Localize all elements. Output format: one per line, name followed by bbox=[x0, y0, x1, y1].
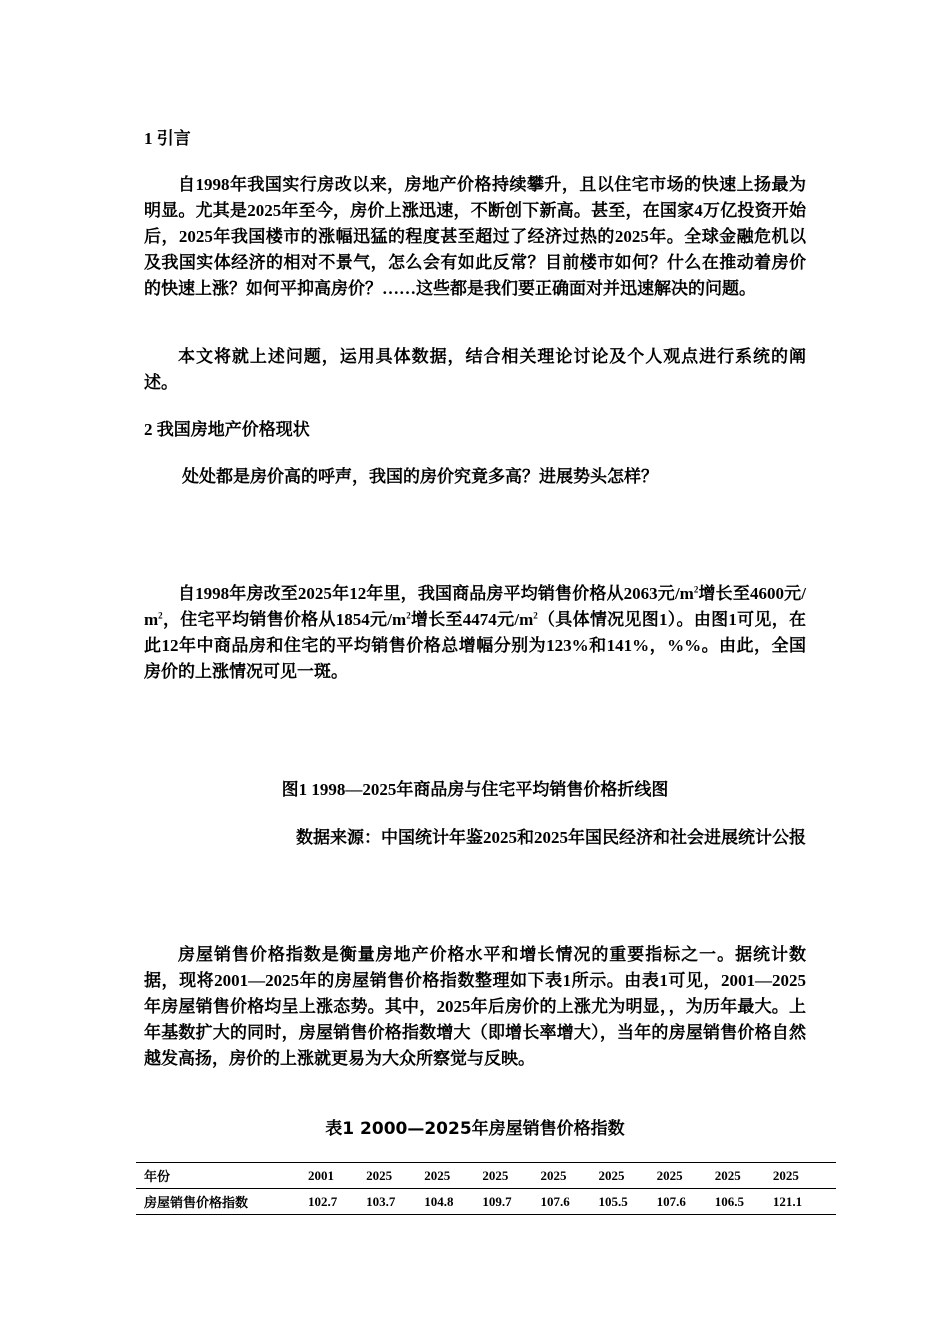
value-cell: 106.5 bbox=[713, 1189, 771, 1215]
table-row bbox=[136, 1189, 836, 1215]
empty-cell bbox=[829, 1189, 836, 1215]
value-cell: 121.1 bbox=[771, 1189, 829, 1215]
row-label: 房屋销售价格指数 bbox=[136, 1189, 306, 1215]
year-cell: 2025 bbox=[597, 1163, 655, 1189]
figure-1-source: 数据来源：中国统计年鉴2025和2025年国民经济和社会进展统计公报 bbox=[296, 828, 806, 847]
superscript: 2 bbox=[533, 610, 538, 621]
empty-cell bbox=[829, 1163, 836, 1189]
section-2-heading: 2 我国房地产价格现状 bbox=[144, 420, 310, 439]
year-cell: 2025 bbox=[655, 1163, 713, 1189]
value-cell: 104.8 bbox=[422, 1189, 480, 1215]
text-run: 自1998年房改至2025年12年里，我国商品房平均销售价格从2063元/m bbox=[178, 584, 694, 603]
intro-paragraph-1: 自1998年我国实行房改以来，房地产价格持续攀升，且以住宅市场的快速上扬最为明显。尤其是2025年至今，房价上涨迅速，不断创下新高。甚至，在国家4万亿投资开始后，2025年我国楼市的涨幅迅猛的程度甚至超过了经济过热的2025年。全球金融危机以及我国实体经济的相对不景气，怎么会有如此反常？目前楼市如何？什么在推动着房价的快速上涨？如何平抑高房价？……这些都是我们要正确面对并迅速解决的问题。 bbox=[144, 175, 806, 298]
status-paragraph-1: 处处都是房价高的呼声，我国的房价究竟多高？进展势头怎样？ bbox=[182, 467, 658, 486]
text-run: ，住宅平均销售价格从1854元/m bbox=[162, 610, 407, 629]
value-cell: 102.7 bbox=[306, 1189, 364, 1215]
value-cell: 103.7 bbox=[364, 1189, 422, 1215]
intro-paragraph-2: 本文将就上述问题，运用具体数据，结合相关理论讨论及个人观点进行系统的阐述。 bbox=[144, 347, 806, 392]
price-index-table bbox=[136, 1162, 836, 1215]
year-cell: 2025 bbox=[538, 1163, 596, 1189]
value-cell: 109.7 bbox=[480, 1189, 538, 1215]
section-1-heading: 1 引言 bbox=[144, 129, 191, 148]
superscript: 2 bbox=[406, 610, 411, 621]
table-header-row bbox=[136, 1163, 836, 1189]
value-cell: 105.5 bbox=[597, 1189, 655, 1215]
value-cell: 107.6 bbox=[655, 1189, 713, 1215]
status-paragraph-2 bbox=[144, 581, 806, 685]
table-1-title: 表1 2000—2025年房屋销售价格指数 bbox=[325, 1119, 625, 1139]
superscript: 2 bbox=[693, 584, 699, 595]
text-run: 增长至4474元/m bbox=[410, 610, 534, 629]
superscript: 2 bbox=[158, 610, 163, 621]
year-cell: 2001 bbox=[306, 1163, 364, 1189]
text-run: （具体情况见图1）。由图1可见，在此12年中商品房和住宅的平均销售价格总增幅分别为123%和141%，%%。由此，全国房价的上涨情况可见一斑。 bbox=[144, 610, 806, 681]
status-paragraph-3: 房屋销售价格指数是衡量房地产价格水平和增长情况的重要指标之一。据统计数据，现将2001—2025年的房屋销售价格指数整理如下表1所示。由表1可见，2001—2025年房屋销售价格均呈上涨态势。其中，2025年后房价的上涨尤为明显，，为历年最大。上年基数扩大的同时，房屋销售价格指数增大（即增长率增大），当年的房屋销售价格自然越发高扬，房价的上涨就更易为大众所察觉与反映。 bbox=[144, 945, 806, 1068]
year-cell: 2025 bbox=[480, 1163, 538, 1189]
year-cell: 2025 bbox=[364, 1163, 422, 1189]
header-label: 年份 bbox=[136, 1163, 306, 1189]
year-cell: 2025 bbox=[713, 1163, 771, 1189]
figure-1-caption: 图1 1998—2025年商品房与住宅平均销售价格折线图 bbox=[281, 780, 669, 799]
text-run: 增长至4600元/ m bbox=[144, 584, 806, 629]
year-cell: 2025 bbox=[771, 1163, 829, 1189]
value-cell: 107.6 bbox=[538, 1189, 596, 1215]
year-cell: 2025 bbox=[422, 1163, 480, 1189]
